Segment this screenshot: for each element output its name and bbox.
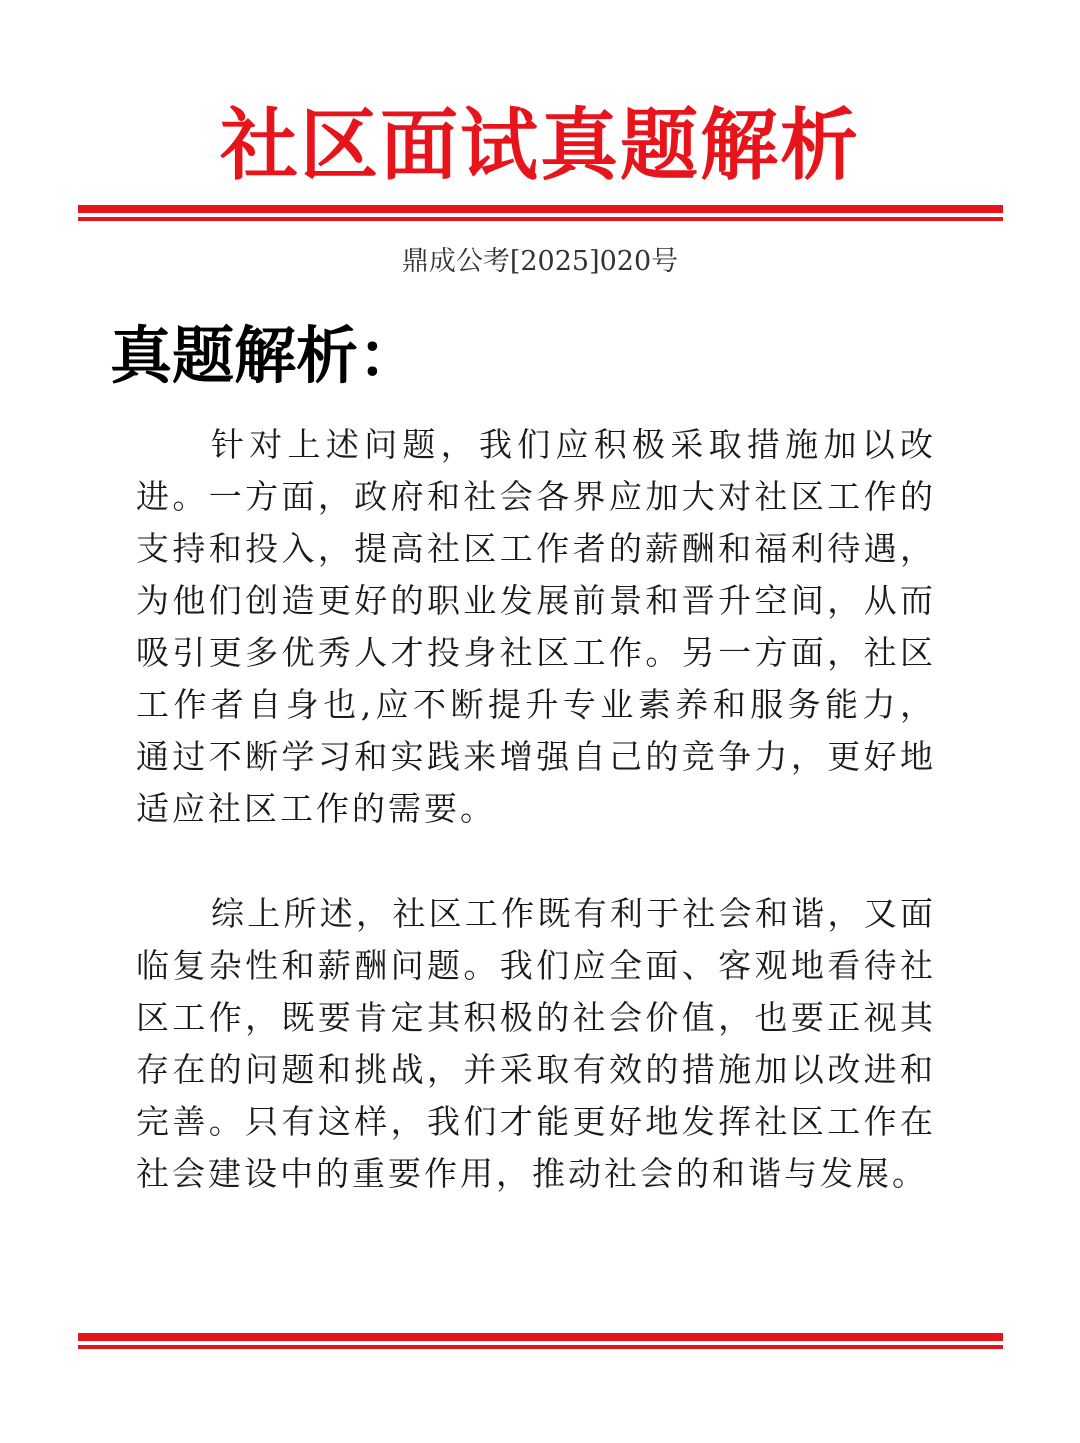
body-paragraph-1: 针对上述问题，我们应积极采取措施加以改进。一方面，政府和社会各界应加大对社区工作的支持和投入，提高社区工作者的薪酬和福利待遇，为他们创造更好的职业发展前景和晋升空间，从而吸引更多优秀人才投身社区工作。另一方面，社区工作者自身也,应不断提升专业素养和服务能力，通过不断学习和实践来增强自己的竞争力，更好地适应社区工作的需要。 [136,425,936,828]
bottom-divider-thin-line [78,1345,1003,1349]
document-title: 社区面试真题解析 [219,101,860,191]
bottom-divider [78,1333,1003,1349]
top-divider-thick-line [78,205,1003,213]
bottom-divider-thick-line [78,1333,1003,1341]
body-paragraph-2: 综上所述，社区工作既有利于社会和谐，又面临复杂性和薪酬问题。我们应全面、客观地看待社区工作，既要肯定其积极的社会价值，也要正视其存在的问题和挑战，并采取有效的措施加以改进和完善。只有这样，我们才能更好地发挥社区工作在社会建设中的重要作用，推动社会的和谐与发展。 [136,894,936,1193]
top-divider-thin-line [78,217,1003,221]
document-number: 鼎成公考[2025]020号 [401,246,679,277]
section-heading: 真题解析： [110,319,421,392]
top-divider [78,205,1003,221]
